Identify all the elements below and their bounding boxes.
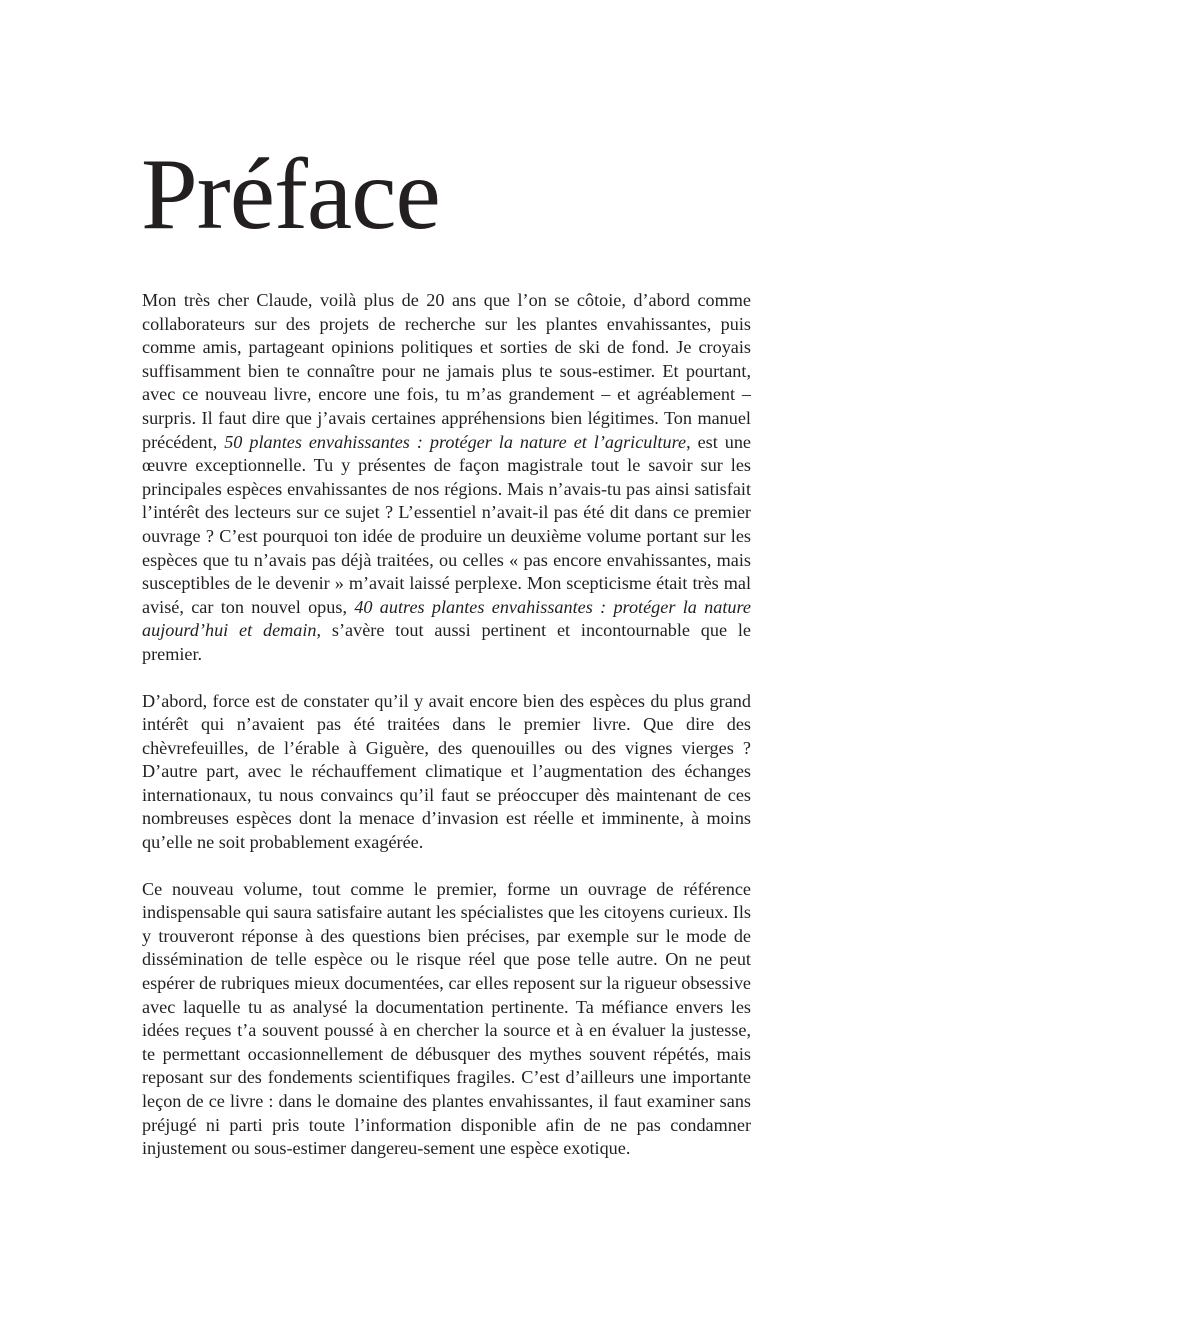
paragraph-1-run-3: , est une œuvre exceptionnelle. Tu y présentes de façon magistrale tout le savoir sur les principales espèces envahissantes de nos régions. Mais n’avais-tu pas ainsi satisfait l’intérêt des lecteurs sur ce sujet ? L’essentiel n’avait-il pas été dit dans ce premier ouvrage ? C’est pourquoi ton idée de produire un deuxième volume portant sur les espèces que tu n’avais pas déjà traitées, ou celles « pas encore envahissantes, mais susceptibles de le devenir » m’avait laissé perplexe. Mon scepticisme était très mal avisé, car ton nouvel opus,: [142, 431, 752, 617]
paragraph-1: [142, 289, 751, 667]
page-title: Préface: [141, 138, 440, 251]
book-title-second-volume: 40 autres plantes envahissantes : protéger la nature aujourd’hui et demain: [142, 596, 751, 641]
paragraph-2-run-1: D’abord, force est de constater qu’il y avait encore bien des espèces du plus grand intérêt qui n’avaient pas été traitées dans le premier livre. Que dire des chèvrefeuilles, de l’érable à Giguère, des quenouilles ou des vignes vierges ? D’autre part, avec le réchauffement climatique et l’augmentation des échanges internationaux, tu nous convaincs qu’il faut se préoccuper dès maintenant de ces nombreuses espèces dont la menace d’invasion est réelle et imminente, à moins qu’elle ne soit probablement exagérée.: [142, 690, 751, 853]
paragraph-3: [142, 878, 751, 1161]
book-title-first-volume: 50 plantes envahissantes : protéger la nature et l’agriculture: [224, 431, 687, 452]
paragraph-3-run-1: Ce nouveau volume, tout comme le premier, forme un ouvrage de référence indispensable qui saura satisfaire autant les spécialistes que les citoyens curieux. Ils y trouveront réponse à des questions bien précises, par exemple sur le mode de dissémination de telle espèce ou le risque réel que pose telle autre. On ne peut espérer de rubriques mieux documentées, car elles reposent sur la rigueur obsessive avec laquelle tu as analysé la documentation pertinente. Ta méfiance envers les idées reçues t’a souvent poussé à en chercher la source et à en évaluer la justesse, te permettant occasionnellement de débusquer des mythes souvent répétés, mais reposant sur des fondements scientifiques fragiles. C’est d’ailleurs une importante leçon de ce livre : dans le domaine des plantes envahissantes, il faut examiner sans préjugé ni parti pris toute l’information disponible afin de ne pas condamner injustement ou sous-estimer dangereu-sement une espèce exotique.: [142, 878, 751, 1159]
preface-body: [142, 289, 751, 1184]
paragraph-1-run-5: , s’avère tout aussi pertinent et incontournable que le premier.: [142, 620, 752, 664]
paragraph-2: [142, 690, 751, 855]
paragraph-1-run-1: Mon très cher Claude, voilà plus de 20 ans que l’on se côtoie, d’abord comme collaborateurs sur des projets de recherche sur les plantes envahissantes, puis comme amis, partageant opinions politiques et sorties de ski de fond. Je croyais suffisamment bien te connaître pour ne jamais plus te sous-estimer. Et pourtant, avec ce nouveau livre, encore une fois, tu m’as grandement – et agréablement – surpris. Il faut dire que j’avais certaines appréhensions bien légitimes. Ton manuel précédent,: [142, 290, 751, 452]
